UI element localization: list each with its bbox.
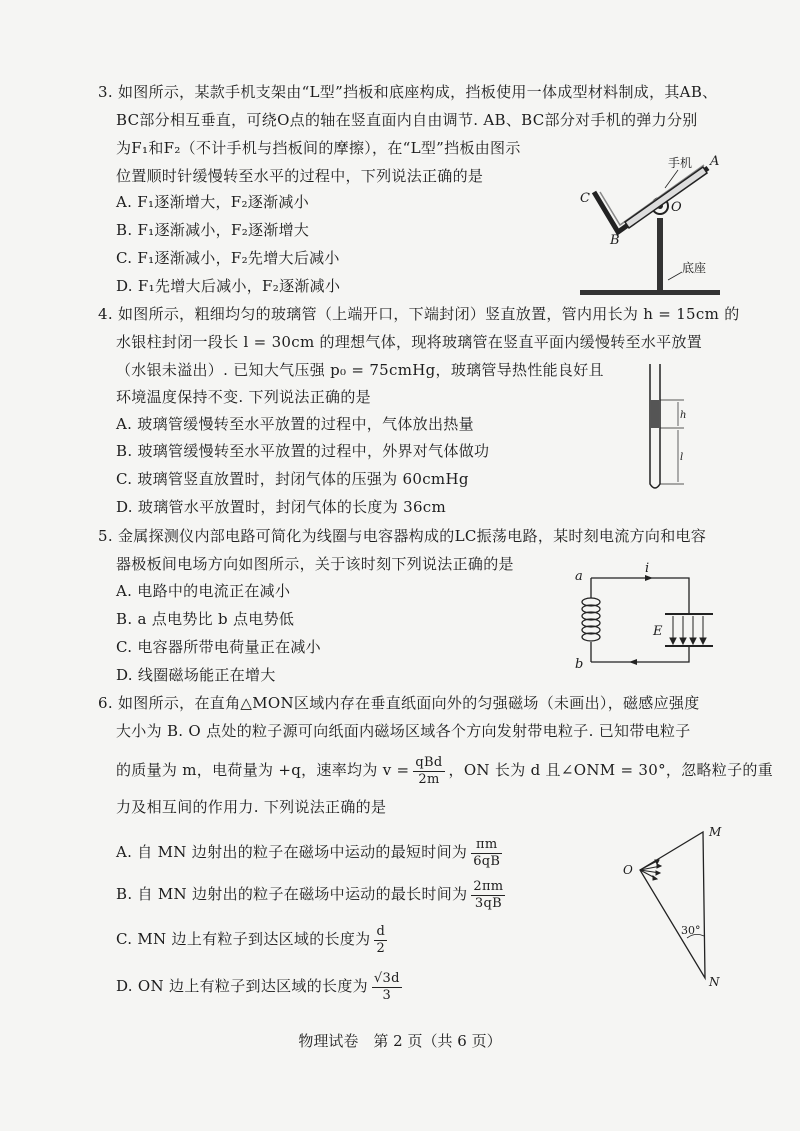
q6-stem-line-1: 6. 如图所示，在直角△MON区域内存在垂直纸面向外的匀强磁场（未画出），磁感应强度 (98, 694, 700, 712)
q6-option-a-numerator: πm (471, 837, 502, 854)
triangle-mon (640, 832, 705, 978)
base-plate (580, 290, 720, 295)
label-a: a (575, 569, 583, 584)
phone (625, 167, 707, 228)
current-arrow-bottom (629, 659, 637, 665)
label-b: B (610, 233, 620, 248)
q5-stem-line-1: 5. 金属探测仪内部电路可简化为线圈与电容器构成的LC振荡电路，某时刻电流方向和电容 (98, 527, 707, 545)
q5-option-d: D. 线圈磁场能正在增大 (116, 666, 276, 684)
q3-phone-stand-figure (570, 140, 730, 305)
q4-option-b: B. 玻璃管缓慢转至水平放置的过程中，外界对气体做功 (116, 442, 490, 460)
q6-stem-line-4: 力及相互间的作用力. 下列说法正确的是 (116, 798, 387, 816)
field-lines (670, 616, 706, 644)
phone-label: 手机 (668, 156, 693, 170)
q5-option-c: C. 电容器所带电荷量正在减小 (116, 638, 321, 656)
q4-option-a: A. 玻璃管缓慢转至水平放置的过程中，气体放出热量 (116, 415, 474, 433)
q6-option-d (116, 968, 406, 1004)
label-m: M (709, 825, 722, 839)
q6-option-a-text: A. 自 MN 边射出的粒子在磁场中运动的最短时间为 (116, 843, 468, 861)
q4-option-c: C. 玻璃管竖直放置时，封闭气体的压强为 60cmHg (116, 470, 469, 488)
q6-stem-line-3-post: ，ON 长为 d 且∠ONM = 30°，忽略粒子的重 (448, 761, 774, 779)
label-n: N (709, 975, 720, 989)
q6-option-b (116, 876, 509, 912)
label-o: O (671, 200, 682, 215)
q3-option-d: D. F₁先增大后减小，F₂逐渐减小 (116, 277, 341, 295)
velocity-numerator: qBd (415, 754, 443, 770)
mercury-column (651, 400, 659, 428)
q6-option-b-text: B. 自 MN 边射出的粒子在磁场中运动的最长时间为 (116, 885, 468, 903)
q5-option-a: A. 电路中的电流正在减小 (116, 582, 291, 600)
q3-stem-line-4: 位置顺时针缓慢转至水平的过程中，下列说法正确的是 (116, 167, 484, 185)
label-e: E (653, 624, 663, 639)
label-a: A (710, 154, 720, 169)
stand-post (657, 218, 663, 290)
label-angle: 30° (681, 924, 701, 937)
label-o: O (623, 863, 633, 877)
q6-stem-line-2: 大小为 B. O 点处的粒子源可向纸面内磁场区域各个方向发射带电粒子. 已知带电粒子 (116, 722, 691, 740)
velocity-fraction (413, 755, 444, 788)
q6-stem-line-3 (116, 752, 773, 788)
q6-option-b-denominator: 3qB (474, 895, 502, 911)
q6-option-c-numerator: d (376, 923, 386, 939)
base-label: 底座 (682, 261, 707, 275)
q5-lc-circuit-figure (565, 562, 715, 677)
q4-stem-line-2: 水银柱封闭一段长 l = 30cm 的理想气体，现将玻璃管在竖直平面内缓慢转至水平放置 (116, 333, 703, 351)
q4-option-d: D. 玻璃管水平放置时，封闭气体的长度为 36cm (116, 498, 447, 516)
q6-option-c-denominator: 2 (376, 940, 386, 956)
page-footer: 物理试卷 第 2 页（共 6 页） (298, 1032, 502, 1050)
label-i: i (645, 562, 650, 576)
q3-stem-line-3: 为F₁和F₂（不计手机与挡板间的摩擦），在“L型”挡板由图示 (116, 139, 521, 157)
velocity-denominator: 2m (418, 771, 440, 787)
q3-stem-line-2: BC部分相互垂直，可绕O点的轴在竖直面内自由调节. AB、BC部分对手机的弹力分别 (116, 111, 698, 129)
q4-glass-tube-figure (640, 362, 700, 494)
q5-stem-line-2: 器极板间电场方向如图所示，关于该时刻下列说法正确的是 (116, 555, 514, 573)
q4-stem-line-1: 4. 如图所示，粗细均匀的玻璃管（上端开口，下端封闭）竖直放置，管内用长为 h = 15cm 的 (98, 305, 740, 323)
q6-option-b-numerator: 2πm (473, 878, 504, 894)
q6-triangle-figure (615, 820, 725, 990)
label-h: h (680, 410, 687, 421)
q4-stem-line-4: 环境温度保持不变. 下列说法正确的是 (116, 388, 371, 406)
q3-stem-line-1: 3. 如图所示，某款手机支架由“L型”挡板和底座构成，挡板使用一体成型材料制成，其AB、 (98, 83, 718, 101)
q3-option-b: B. F₁逐渐减小，F₂逐渐增大 (116, 221, 310, 239)
q3-option-a: A. F₁逐渐增大，F₂逐渐减小 (116, 193, 310, 211)
label-b: b (575, 657, 584, 672)
label-l: l (680, 452, 684, 463)
label-c: C (580, 191, 590, 206)
q6-option-d-text: D. ON 边上有粒子到达区域的长度为 (116, 977, 368, 995)
inductor-coil (582, 598, 600, 641)
q6-option-c-text: C. MN 边上有粒子到达区域的长度为 (116, 930, 371, 948)
q6-stem-line-3-pre: 的质量为 m，电荷量为 +q，速率均为 v = (116, 761, 410, 779)
q6-option-c (116, 921, 391, 957)
q6-option-a-denominator: 6qB (473, 853, 501, 869)
q6-option-a (116, 834, 506, 870)
q5-option-b: B. a 点电势比 b 点电势低 (116, 610, 295, 628)
q6-option-d-numerator: √3d (373, 970, 400, 986)
q6-option-d-denominator: 3 (382, 987, 392, 1003)
q3-option-c: C. F₁逐渐减小，F₂先增大后减小 (116, 249, 340, 267)
q4-stem-line-3: （水银未溢出）. 已知大气压强 p₀ = 75cmHg，玻璃管导热性能良好且 (116, 361, 604, 379)
